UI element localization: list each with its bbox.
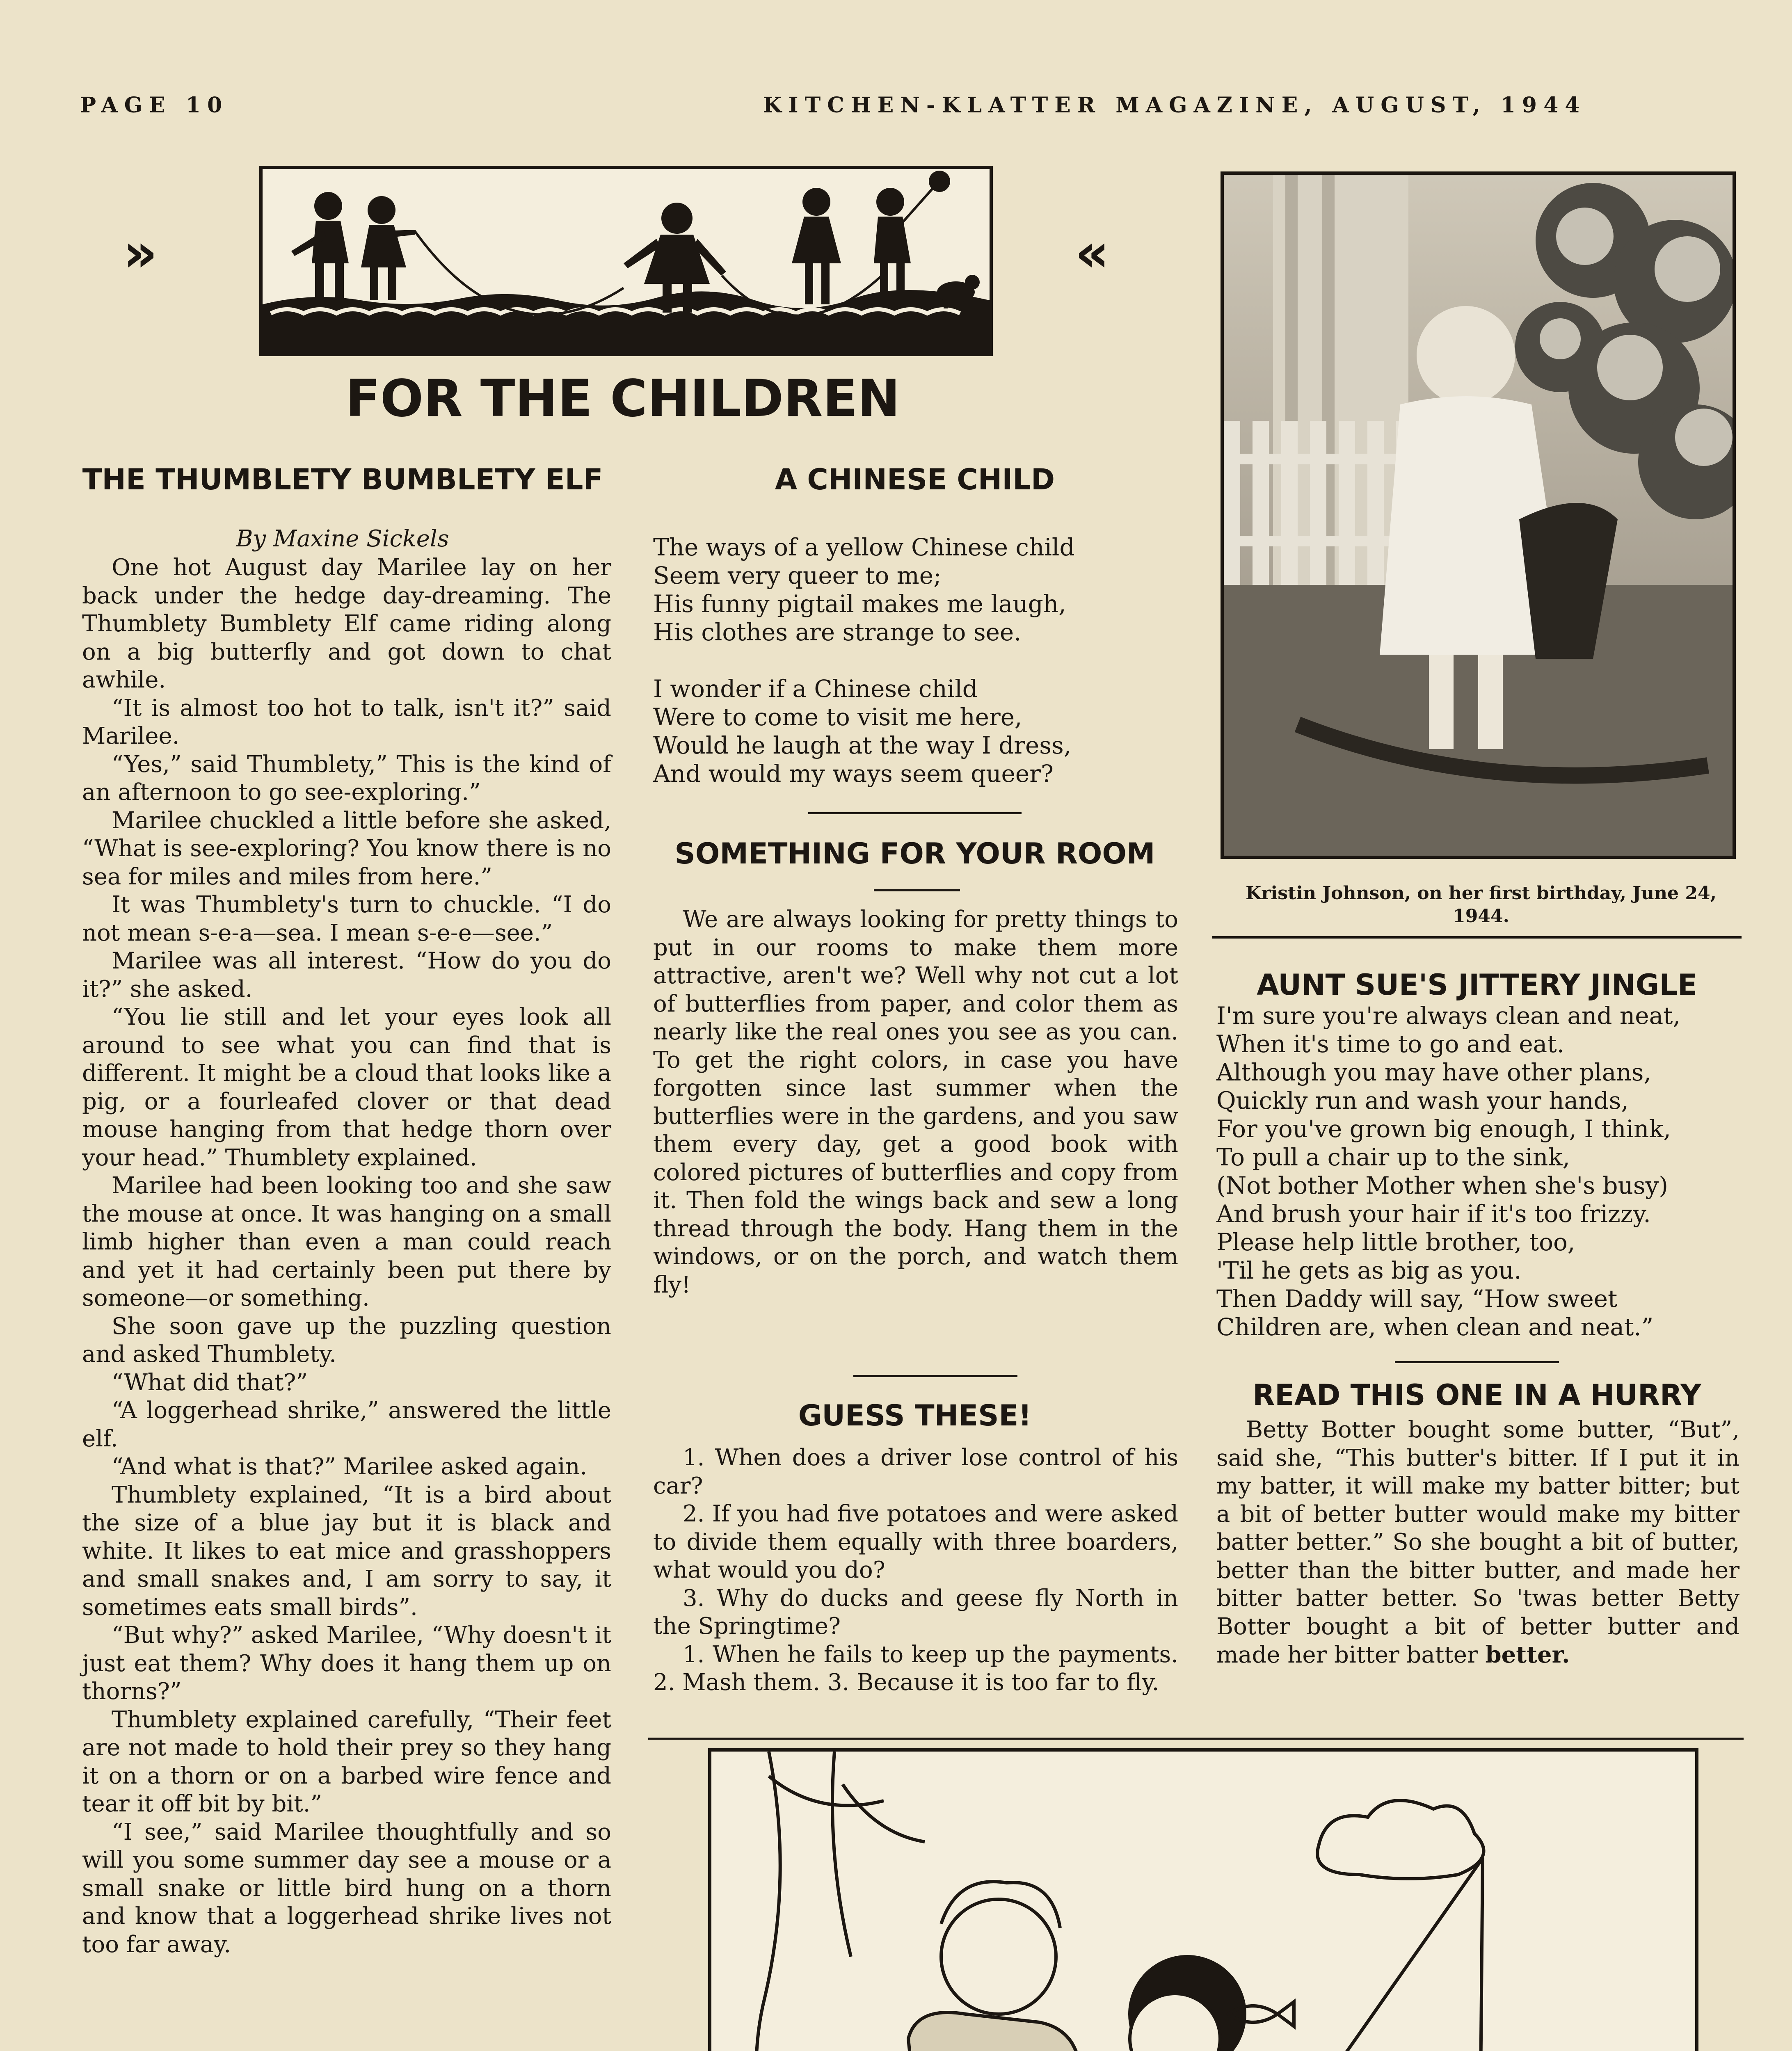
left-arrow-ornament: »: [123, 222, 158, 284]
hurry-title: READ THIS ONE IN A HURRY: [1253, 1378, 1701, 1412]
page-title: FOR THE CHILDREN: [345, 369, 900, 428]
jingle-poem: I'm sure you're always clean and neat, When it's time to go and eat. Although you may have other plans, Quickly run and wash your hands, For you've grown big enough, I think, To pull a chair up to the sink, (Not bother Mother when she's busy) And brush your hair if it's too frizzy. Please help little brother, too, 'Til he gets as big as you. Then Daddy will say, “How sweet Children are, when clean and neat.”: [1216, 1002, 1680, 1341]
fishing-puzzle-illustration: [708, 1748, 1698, 2051]
chinese-child-stanza-1: The ways of a yellow Chinese child Seem very queer to me; His funny pigtail makes me laugh, His clothes are strange to see.: [653, 533, 1075, 646]
right-arrow-ornament: «: [1075, 222, 1109, 284]
guess-these-title: GUESS THESE!: [798, 1399, 1032, 1432]
hurry-body: Betty Botter bought some butter, “But”, said she, “This butter's bitter. If I put it in my batter, it will make my batter bitter; but a bit of better butter would make my bitter batter better.” So she bought a bit of butter, better than the bitter butter, and made her bitter batter better. So 'twas better Betty Botter bought a bit of better butter and made her bitter batter better.: [1216, 1416, 1739, 1668]
jingle-title: AUNT SUE'S JITTERY JINGLE: [1257, 968, 1697, 1002]
elf-story-title: THE THUMBLETY BUMBLETY ELF: [82, 463, 603, 496]
photo-caption: Kristin Johnson, on her first birthday, June 24, 1944.: [1246, 883, 1717, 927]
your-room-title: SOMETHING FOR YOUR ROOM: [674, 837, 1155, 870]
guess-these-body: 1. When does a driver lose control of his car? 2. If you had five potatoes and were asked to divide them equally with three boarders, what would you do? 3. Why do ducks and geese fly North in the Springtime? 1. When he fails to keep up the payments. 2. Mash them. 3. Because it is too far to fly.: [653, 1444, 1178, 1696]
banner-illustration: [259, 166, 993, 356]
photo-kristin: [1221, 171, 1736, 859]
masthead: KITCHEN-KLATTER MAGAZINE, AUGUST, 1944: [763, 93, 1586, 118]
elf-story-body: One hot August day Marilee lay on her back under the hedge day-dreaming. The Thumblety Bumblety Elf came riding along on a big butterfly and got down to chat awhile. “It is almost too hot to talk, isn't it?” said Marilee. “Yes,” said Thumblety,” This is the kind of an afternoon to go see-exploring.” Marilee chuckled a little before she asked, “What is see-exploring? You know there is no sea for miles and miles from here.” It was Thumblety's turn to chuckle. “I do not mean s-e-a—sea. I mean s-e-e—see.” Marilee was all interest. “How do you do it?” she asked. “You lie still and let your eyes look all around to see what you can find that is different. It might be a cloud that looks like a pig, or a fourleafed clover or that dead mouse hanging from that hedge thorn over your head.” Thumblety explained. Marilee had been looking too and she saw the mouse at once. It was hanging on a small limb higher than even a man could reach and yet it had certainly been put there by someone—or something. She soon gave up the puzzling question and asked Thumblety. “What did that?” “A loggerhead shrike,” answered the little elf. “And what is that?” Marilee asked again. Thumblety explained, “It is a bird about the size of a blue jay but it is black and white. It likes to eat mice and grasshoppers and small snakes and, I am sorry to say, it sometimes eats small birds”. “But why?” asked Marilee, “Why doesn't it just eat them? Why does it hang them up on thorns?” Thumblety explained carefully, “Their feet are not made to hold their prey so they hang it on a thorn or on a barbed wire fence and tear it off bit by bit.” “I see,” said Marilee thoughtfully and so will you some summer day see a mouse or a small snake or little bird hung on a thorn and know that a loggerhead shrike lives not too far away.: [82, 554, 611, 1958]
your-room-body: We are always looking for pretty things to put in our rooms to make them more attractive, aren't we? Well why not cut a lot of butterflies from paper, and color them as nearly like the real ones you see as you can. To get the right colors, in case you have forgotten since last summer when the butterflies were in the gardens, and you saw them every day, get a good book with colored pictures of butterflies and copy from it. Then fold the wings back and sew a long thread through the body. Hang them in the windows, or on the porch, and watch them fly!: [653, 906, 1178, 1298]
elf-story-byline: By Maxine Sickels: [236, 525, 449, 552]
chinese-child-title: A CHINESE CHILD: [775, 463, 1055, 496]
page-number: PAGE 10: [80, 93, 229, 118]
chinese-child-stanza-2: I wonder if a Chinese child Were to come to visit me here, Would he laugh at the way I dress, And would my ways seem queer?: [653, 675, 1072, 788]
